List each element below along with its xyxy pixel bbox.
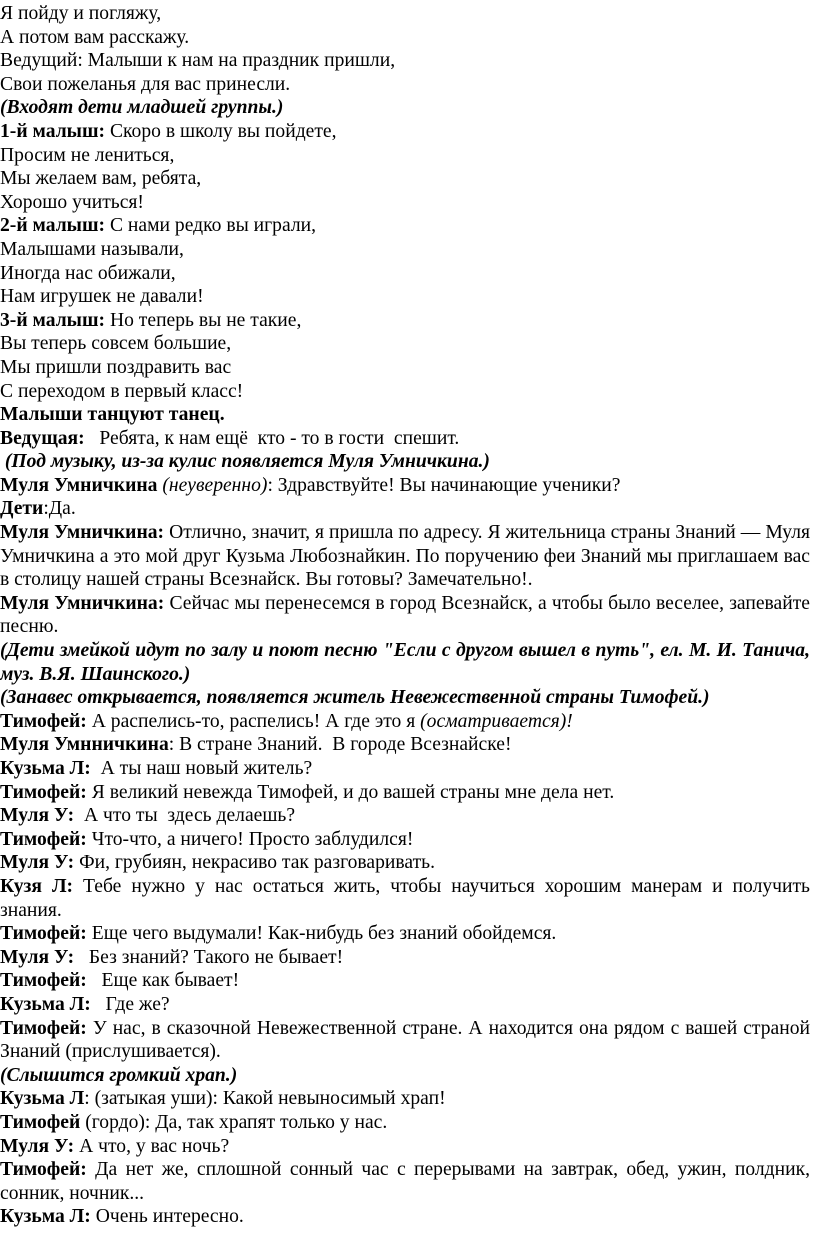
remark: (неуверенно) [157,474,268,496]
script-line [0,1111,810,1135]
line-text: Еще как бывает! [86,970,240,992]
script-line [0,262,810,286]
script-line [0,474,810,498]
script-line [0,804,810,828]
line-text: Тебе нужно у нас остаться жить, чтобы научиться хорошим манерам и получить знания. [0,875,810,921]
script-line [0,1158,810,1205]
stage-direction: (Занавес открывается, появляется житель Невежественной страны Тимофей.) [0,687,710,709]
speaker-label: Муля У: [0,805,75,827]
script-line [0,356,810,380]
line-text: Мы пришли поздравить вас [0,356,232,378]
line-text: Я великий невежда Тимофей, и до вашей страны мне дела нет. [86,781,615,803]
speaker-label: Тимофей: [0,1017,87,1039]
line-text: Свои пожеланья для вас принесли. [0,73,291,95]
speaker-label: Тимофей: [0,1159,87,1181]
script-line [0,757,810,781]
stage-direction: (Под музыку, из-за кулис появляется Муля Умничкина.) [0,451,490,473]
script-line [0,1017,810,1064]
speaker-label: Тимофей: [0,923,87,945]
script-line [0,285,810,309]
script-line [0,96,810,120]
script-line [0,450,810,474]
line-text: Иногда нас обижали, [0,262,176,284]
script-line [0,969,810,993]
line-text: Еще чего выдумали! Как-нибудь без знаний обойдемся. [86,923,557,945]
line-text: У нас, в сказочной Невежественной стране. А находится она рядом с вашей страной Знаний (прислушивается). [0,1017,810,1063]
speaker-label: Кузьма Л [0,1088,85,1110]
script-line [0,403,810,427]
script-line [0,380,810,404]
script-line [0,875,810,922]
script-line [0,26,810,50]
speaker-label: 2-й малыш: [0,215,106,237]
line-text: : (затыкая уши): Какой невыносимый храп! [84,1088,446,1110]
line-text: С нами редко вы играли, [105,215,316,237]
speaker-label: Тимофей: [0,970,87,992]
script-line [0,427,810,451]
script-line [0,191,810,215]
speaker-label: Тимофей: [0,710,87,732]
script-line [0,781,810,805]
stage-direction: (Дети змейкой идут по залу и поют песню "Если с другом вышел в путь", ел. М. И. Танича, муз. В.Я. Шаинского.) [0,640,810,685]
stage-direction: (Слышится громкий храп.) [0,1064,238,1086]
script-line [0,49,810,73]
script-line [0,710,810,734]
line-text: Сейчас мы перенесемся в город Всезнайск, а чтобы было веселее, запевайте песню. [0,592,810,638]
line-text: С переходом в первый класс! [0,380,244,402]
script-line [0,120,810,144]
speaker-label: Тимофей: [0,781,87,803]
speaker-label: Кузьма Л: [0,993,91,1015]
line-text: (гордо): Да, так храпят только у нас. [80,1111,388,1133]
script-line [0,1205,810,1229]
remark: (осматривается)! [420,710,573,732]
line-text: Отлично, значит, я пришла по адресу. Я жительница страны Знаний — Муля Умничкина а это мой друг Кузьма Любознайкин. По поручению феи Знаний мы приглашаем вас в столицу нашей страны Всезнайск. Вы готовы? Замечательно!. [0,522,810,591]
line-text: Фи, грубиян, некрасиво так разговаривать. [74,852,435,874]
script-line [0,946,810,970]
line-text: Просим не лениться, [0,144,175,166]
speaker-label: Муля Умничкина: [0,522,165,544]
line-text: Ведущий: Малыши к нам на праздник пришли, [0,50,396,72]
line-text: Скоро в школу вы пойдете, [105,120,337,142]
speaker-label: Кузьма Л: [0,758,91,779]
script-line [0,851,810,875]
speaker-label: Муля У: [0,852,75,874]
line-text: А что, у вас ночь? [74,1135,230,1157]
speaker-label: Тимофей [0,1111,81,1133]
speaker-label: 1-й малыш: [0,120,106,142]
script-line [0,214,810,238]
speaker-label: Кузя Л: [0,875,74,897]
script-line [0,497,810,521]
speaker-label: Муля Умничкина [0,474,158,496]
speaker-label: Муля Умнничкина [0,734,169,756]
speaker-label: 3-й малыш: [0,309,106,331]
script-line [0,828,810,852]
script-line [0,521,810,592]
line-text: Да нет же, сплошной сонный час с перерывами на завтрак, обед, ужин, полдник, сонник, ночник... [0,1159,810,1204]
script-line [0,592,810,639]
line-text: А что ты здесь делаешь? [74,805,296,827]
line-text: : Здравствуйте! Вы начинающие ученики? [267,474,621,496]
line-text: :Да. [43,498,76,520]
speaker-label: Малыши танцуют танец. [0,404,225,426]
script-line [0,993,810,1017]
line-text: Я пойду и погляжу, [0,3,162,24]
speaker-label: Кузьма Л: [0,1206,91,1228]
speaker-label: Муля У: [0,946,75,968]
script-line [0,2,810,26]
speaker-label: Ведущая: [0,427,85,449]
script-line [0,686,810,710]
line-text: Вы теперь совсем большие, [0,333,232,355]
line-text: Без знаний? Такого не бывает! [74,946,344,968]
script-line [0,238,810,262]
script-line [0,1135,810,1159]
script-line [0,1064,810,1088]
script-line [0,1087,810,1111]
line-text: Где же? [90,993,170,1015]
script-line [0,922,810,946]
line-text: Очень интересно. [90,1206,244,1228]
line-text: Но теперь вы не такие, [105,309,302,331]
line-text: Что-что, а ничего! Просто заблудился! [86,828,414,850]
line-text: Малышами называли, [0,238,184,260]
speaker-label: Муля Умничкина: [0,592,165,614]
script-line [0,332,810,356]
script-line [0,733,810,757]
line-text: А распелись-то, распелись! А где это я [86,710,421,732]
line-text: А потом вам расскажу. [0,26,190,48]
line-text: Хорошо учиться! [0,191,144,213]
script-line [0,144,810,168]
line-text: Ребята, к нам ещё кто - то в гости спешит. [84,427,460,449]
speaker-label: Тимофей: [0,828,87,850]
line-text: Мы желаем вам, ребята, [0,168,202,190]
script-line [0,639,810,686]
speaker-label: Дети [0,498,44,520]
script-line [0,167,810,191]
script-line [0,73,810,97]
line-text: : В стране Знаний. В городе Всезнайске! [168,734,512,756]
line-text: А ты наш новый житель? [90,758,313,779]
line-text: Нам игрушек не давали! [0,286,204,308]
script-line [0,309,810,333]
speaker-label: Муля У: [0,1135,75,1157]
stage-direction: (Входят дети младшей группы.) [0,97,284,119]
